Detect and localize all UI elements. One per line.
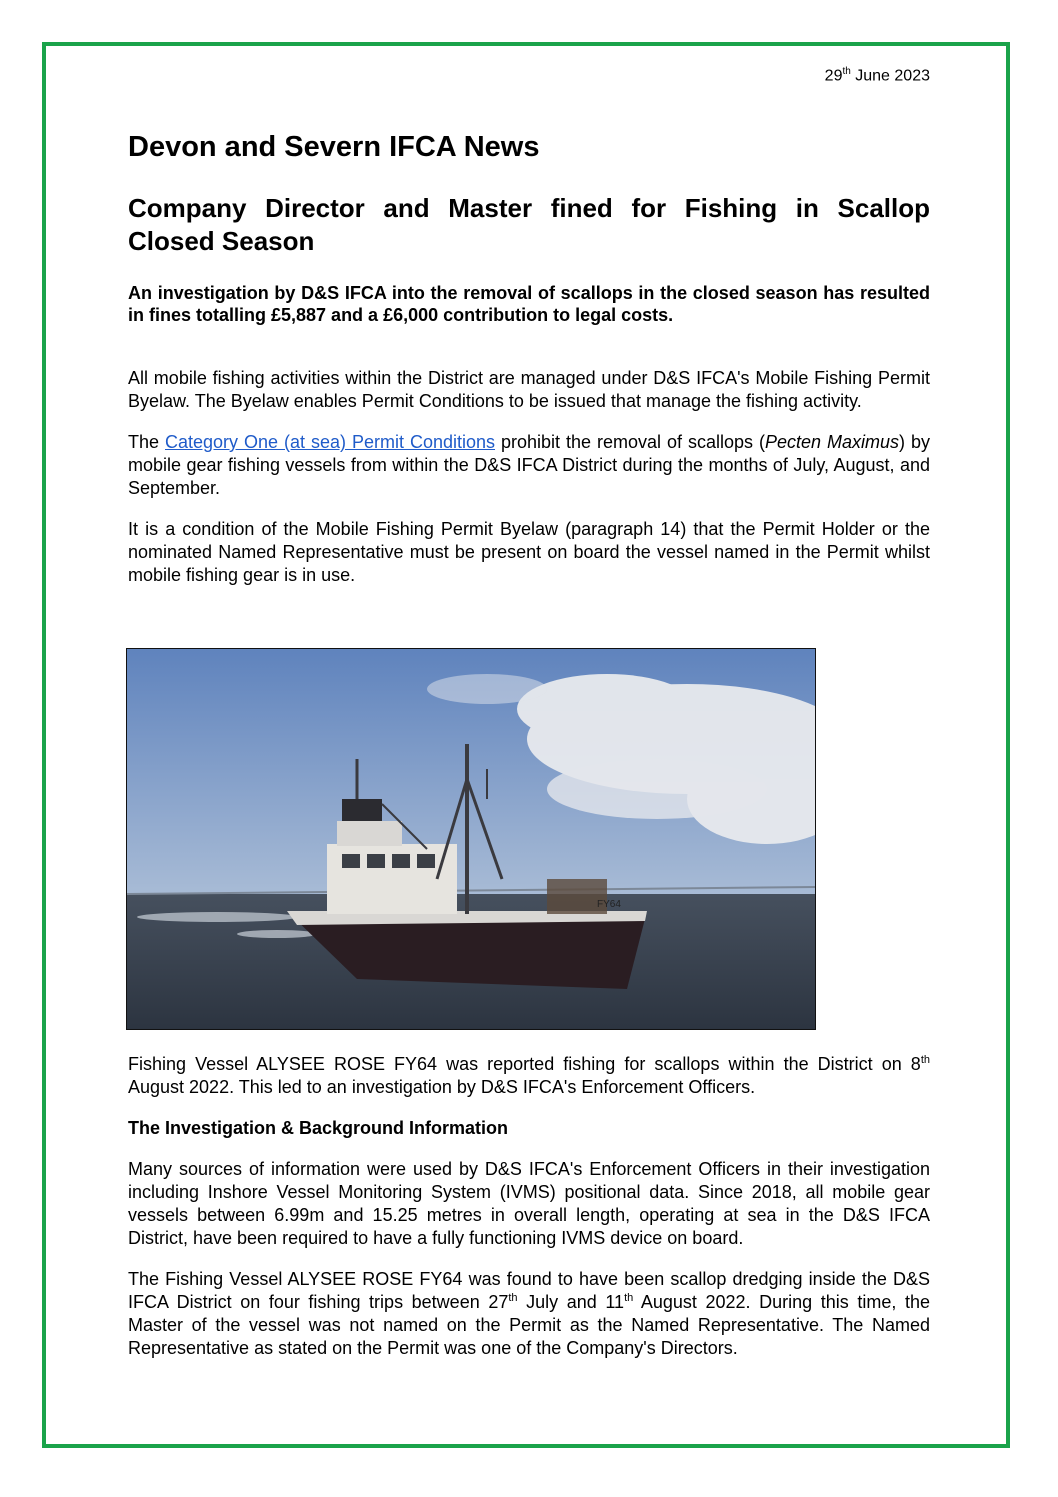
paragraph-dredging-trips: The Fishing Vessel ALYSEE ROSE FY64 was found to have been scallop dredging inside the D&S IFCA District on four fishing trips between 27th July and 11th August 2022. During this time, the Master of the vessel was not named on the Permit as the Named Representative. The Named Representative as stated on the Permit was one of the Company's Directors. <box>128 1269 930 1358</box>
article-bottom <box>128 1053 930 1360</box>
fishing-vessel-photo <box>126 648 816 1030</box>
page-title: Devon and Severn IFCA News <box>128 131 540 163</box>
paragraph-permit-conditions: The Category One (at sea) Permit Conditions prohibit the removal of scallops (Pecten Maximus) by mobile gear fishing vessels from within the D&S IFCA District during the months of July, August, and September. <box>128 432 930 498</box>
hull-marking: FY64 <box>597 899 621 910</box>
paragraph-permit-byelaw: All mobile fishing activities within the District are managed under D&S IFCA's Mobile Fishing Permit Byelaw. The Byelaw enables Permit Conditions to be issued that manage the fishing activity. <box>128 368 930 411</box>
paragraph-vessel-reported: Fishing Vessel ALYSEE ROSE FY64 was reported fishing for scallops within the District on 8th August 2022. This led to an investigation by D&S IFCA's Enforcement Officers. <box>128 1054 930 1097</box>
permit-conditions-link[interactable]: Category One (at sea) Permit Conditions <box>165 432 496 452</box>
paragraph-ivms: Many sources of information were used by D&S IFCA's Enforcement Officers in their investigation including Inshore Vessel Monitoring System (IVMS) positional data. Since 2018, all mobile gear vessels between 6.99m and 15.25 metres in overall length, operating at sea in the D&S IFCA District, have been required to have a fully functioning IVMS device on board. <box>128 1159 930 1248</box>
paragraph-named-representative: It is a condition of the Mobile Fishing Permit Byelaw (paragraph 14) that the Permit Holder or the nominated Named Representative must be present on board the vessel named in the Permit whilst mobile fishing gear is in use. <box>128 519 930 585</box>
article-headline: Company Director and Master fined for Fishing in Scallop Closed Season <box>128 193 930 256</box>
article-top <box>128 128 930 587</box>
article-lead: An investigation by D&S IFCA into the removal of scallops in the closed season has resulted in fines totalling £5,887 and a £6,000 contribution to legal costs. <box>128 283 930 325</box>
publication-date: 29th June 2023 <box>824 66 930 85</box>
section-heading: The Investigation & Background Information <box>128 1118 509 1138</box>
